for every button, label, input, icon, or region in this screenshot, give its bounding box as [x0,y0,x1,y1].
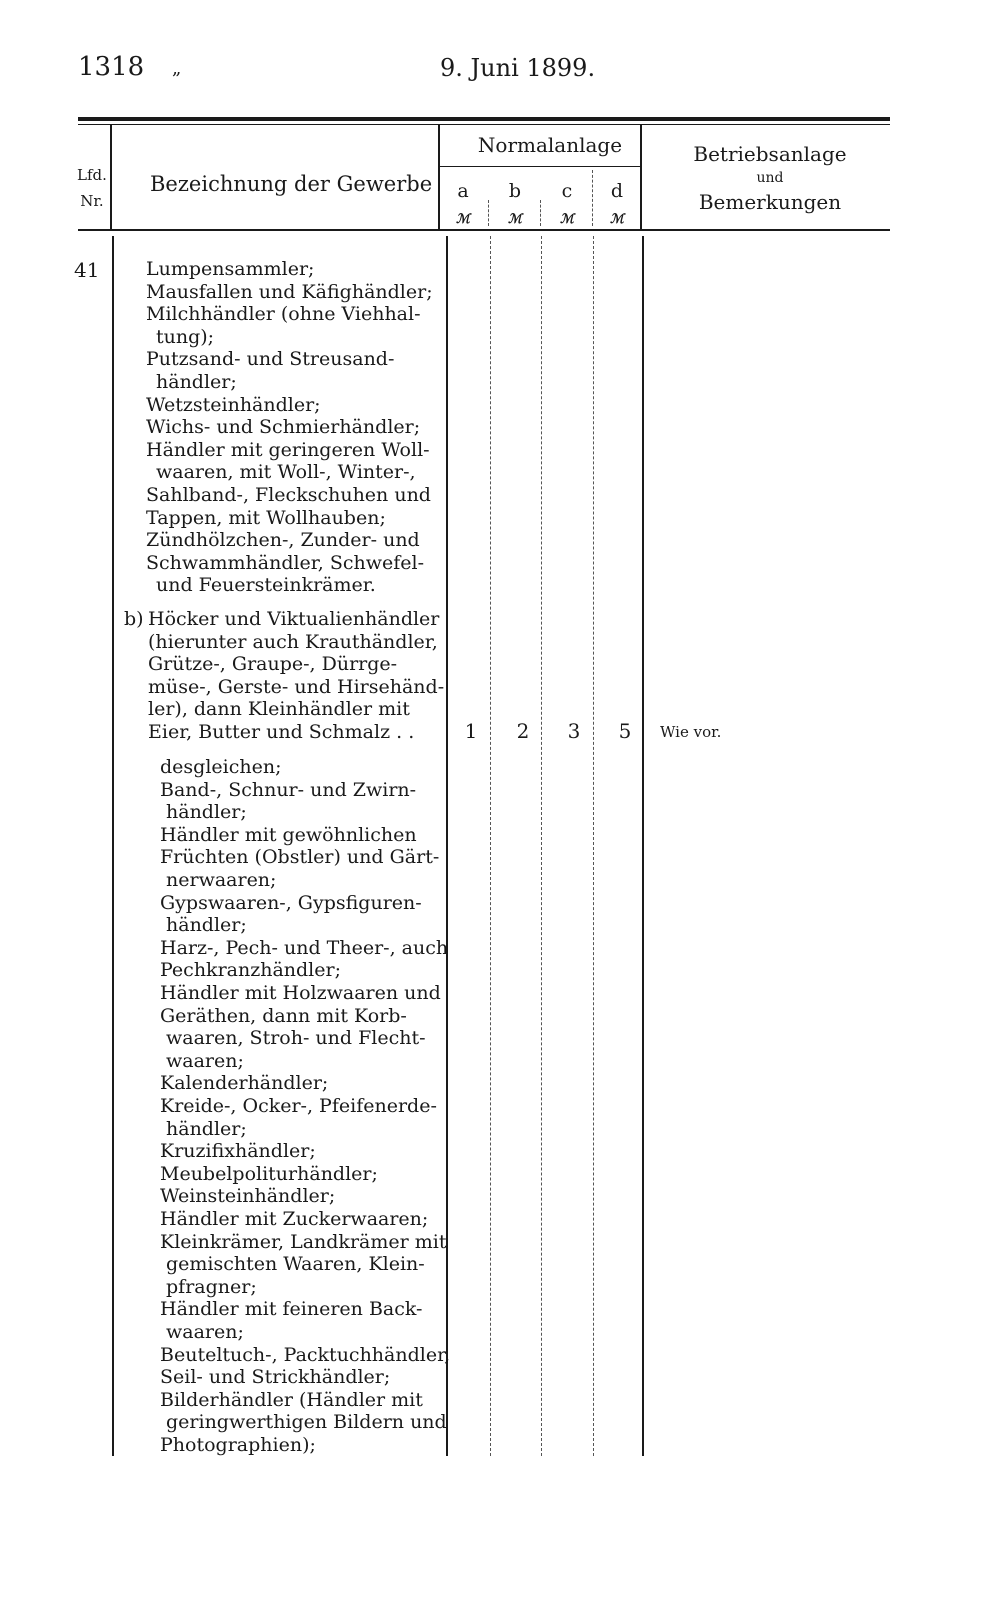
text-line: Eier, Butter und Schmalz . . [148,721,415,743]
text-line: Schwammhändler, Schwefel- [146,551,425,574]
header-bottom-rule [78,229,890,231]
text-line: waaren, Stroh- und Flecht- [166,1027,426,1050]
col-letter-b: b [508,180,522,202]
col-unit-b: ℳ [508,212,522,227]
text-line: Kalenderhändler; [160,1072,329,1095]
text-line: Kruzifixhändler; [160,1140,316,1163]
value-c: 3 [567,719,581,743]
text-line: ler), dann Kleinhändler mit [148,698,410,721]
text-line: händler; [166,801,247,824]
text-line: tung); [156,325,215,348]
col-betrieb-line2: und [756,170,784,186]
text-line: Photographien); [160,1434,316,1456]
text-line: Putzsand- und Streusand- [146,348,395,371]
vline-body-nr [112,236,114,1456]
text-line: gemischten Waaren, Klein- [166,1253,425,1276]
page-mark: „ [172,58,182,79]
text-line: Früchten (Obstler) und Gärt- [160,846,440,869]
text-line: Beuteltuch-, Packtuchhändler, [160,1343,451,1366]
text-line: Weinsteinhändler; [160,1185,336,1208]
text-line: Händler mit Zuckerwaaren; [160,1208,429,1230]
text-line: Tappen, mit Wollhauben; [146,506,386,529]
text-line: pfragner; [166,1275,257,1298]
text-line: waaren; [166,1049,244,1072]
col-betrieb-line1: Betriebsanlage [693,142,847,166]
col-unit-a: ℳ [456,212,470,227]
text-line: und Feuersteinkrämer. [156,574,376,597]
text-line: Händler mit Holzwaaren und [160,982,441,1004]
text-line: Sahlband-, Fleckschuhen und [146,484,431,506]
vline-body-normal [642,236,644,1456]
text-line: Händler mit feineren Back- [160,1298,423,1321]
col-nr-line2: Nr. [80,192,104,210]
col-normal-header: Normalanlage [477,133,623,157]
text-line: desgleichen; [160,756,282,778]
text-line: Bilderhändler (Händler mit [160,1388,423,1411]
text-line: nerwaaren; [166,869,277,891]
table-top-rule [78,117,890,121]
text-line: händler; [166,1117,247,1140]
text-line: Kreide-, Ocker-, Pfeifenerde- [160,1095,437,1117]
text-line: waaren, mit Woll-, Winter-, [156,461,416,484]
remark: Wie vor. [660,723,722,741]
col-letter-a: a [457,180,469,202]
dashed-cd [593,236,594,1456]
text-line: geringwerthigen Bildern und [166,1411,447,1434]
text-line: Lumpensammler; [146,258,315,280]
text-line: Seil- und Strickhändler; [160,1366,391,1389]
table-top-rule-thin [78,124,890,125]
vline-normal [640,124,642,230]
text-line: Zündhölzchen-, Zunder- und [146,529,420,552]
row-number: 41 [74,258,100,282]
text-line: (hierunter auch Krauthändler, [148,630,438,653]
page-number: 1318 [78,52,145,82]
text-line: Höcker und Viktualienhändler [148,608,440,630]
text-line: Pechkranzhändler; [160,959,341,982]
text-line: Band-, Schnur- und Zwirn- [160,778,417,801]
value-b: 2 [516,719,530,743]
dashed-cd-header [592,170,593,226]
page-date: 9. Juni 1899. [440,54,596,82]
text-line: händler; [166,914,247,937]
value-a: 1 [464,719,478,743]
normal-subheader-rule [440,166,640,167]
text-line: Grütze-, Graupe-, Dürrge- [148,653,398,676]
text-line: Kleinkrämer, Landkrämer mit [160,1230,447,1253]
text-line: Geräthen, dann mit Korb- [160,1004,407,1027]
dashed-ab-header [488,200,489,226]
text-line: Wichs- und Schmierhändler; [146,416,421,439]
col-betrieb-line3: Bemerkungen [698,190,842,214]
text-line: Harz-, Pech- und Theer-, auch [160,936,449,959]
dashed-ab [490,236,491,1456]
text-line: Mausfallen und Käfighändler; [146,280,433,303]
text-line: waaren; [166,1321,244,1343]
group-b-prefix: b) [124,608,144,630]
col-unit-c: ℳ [560,212,574,227]
col-unit-d: ℳ [610,212,624,227]
text-line: Milchhändler (ohne Viehhal- [146,303,421,326]
text-line: Meubelpoliturhändler; [160,1162,378,1185]
value-d: 5 [618,719,632,743]
text-line: müse-, Gerste- und Hirsehänd- [148,675,445,698]
dashed-bc [541,236,542,1456]
vline-name [438,124,440,230]
col-name-header: Bezeichnung der Gewerbe [150,172,433,196]
col-letter-d: d [610,180,624,202]
vline-body-name [446,236,448,1456]
col-letter-c: c [561,180,573,202]
text-line: Wetzsteinhändler; [146,393,321,416]
col-nr-header [72,162,112,214]
text-line: Gypswaaren-, Gypsfiguren- [160,891,422,914]
text-line: händler; [156,371,237,393]
dashed-bc-header [540,200,541,226]
col-nr-line1: Lfd. [77,166,107,184]
text-line: Händler mit geringeren Woll- [146,438,430,461]
text-line: Händler mit gewöhnlichen [160,823,417,846]
